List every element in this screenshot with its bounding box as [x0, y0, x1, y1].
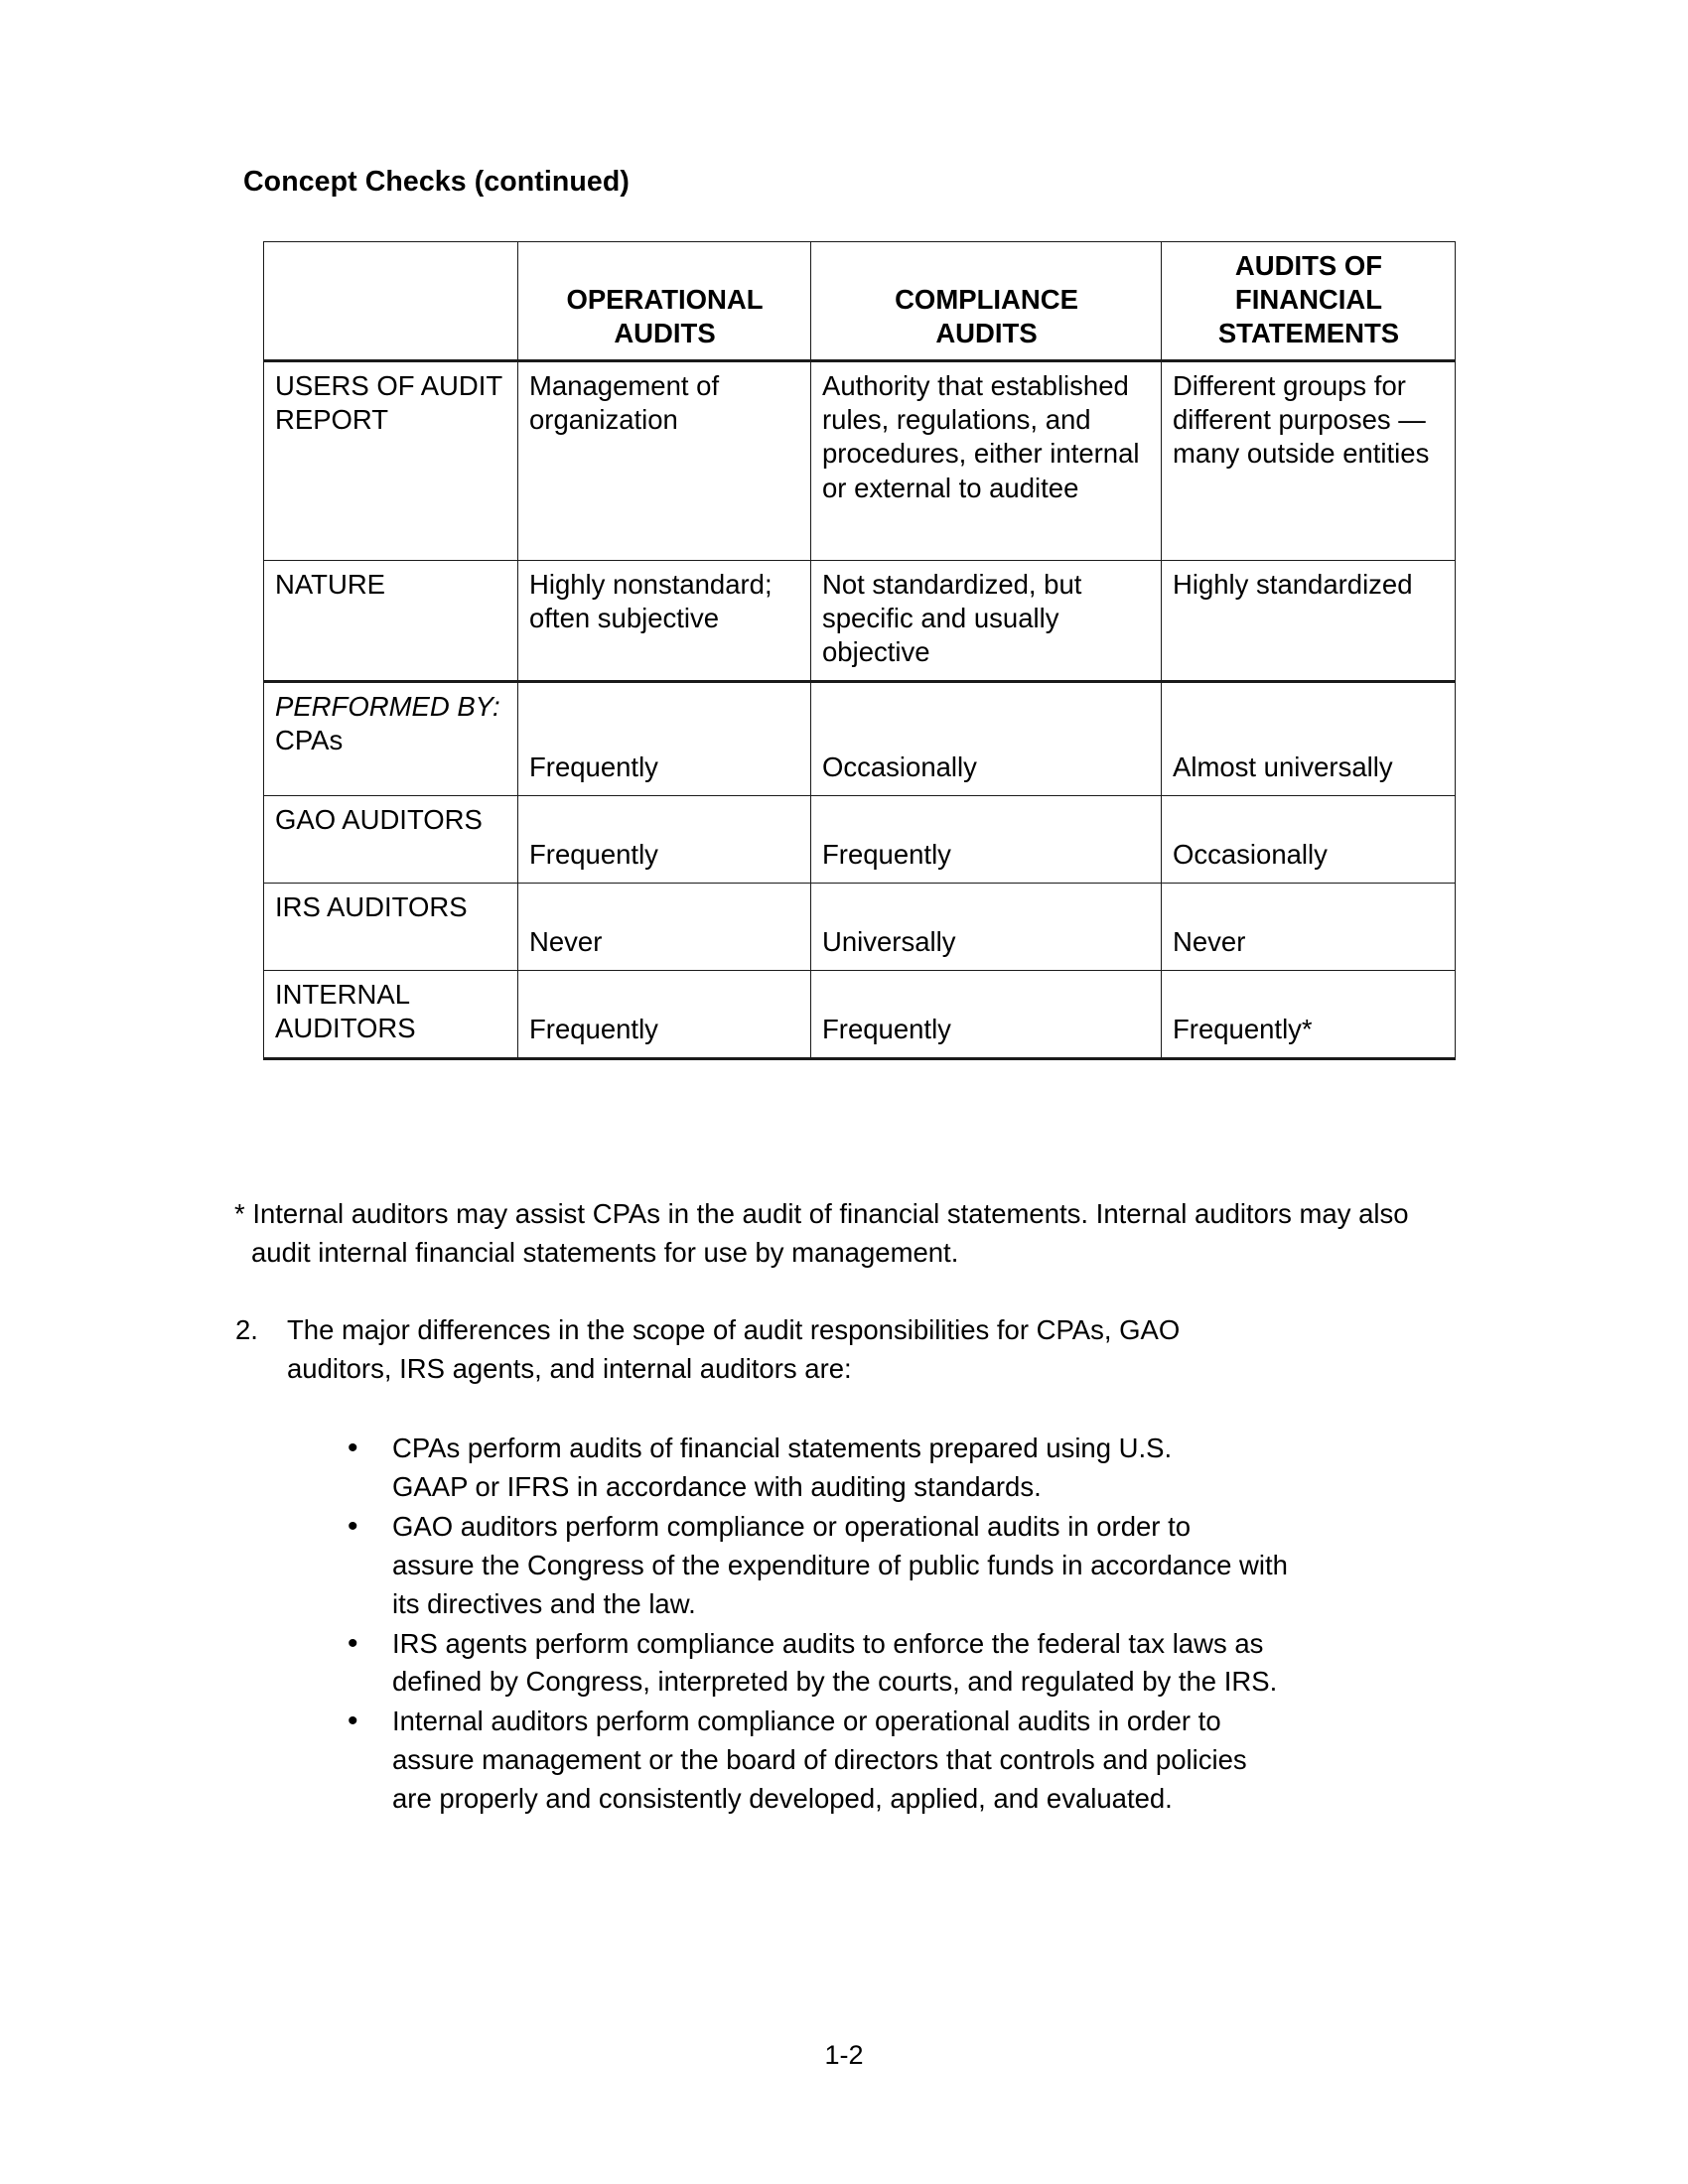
column-header-blank	[264, 242, 518, 361]
column-header-audits-of-financial-statements	[1162, 242, 1456, 361]
bullet-line-1: CPAs perform audits of financial statements prepared using U.S.	[392, 1433, 1173, 1463]
bullet-line-2: GAAP or IFRS in accordance with auditing standards.	[392, 1470, 1042, 1502]
cell-compliance: Frequently	[811, 795, 1162, 883]
header-line-2: AUDITS	[935, 318, 1038, 349]
audit-comparison-table	[263, 241, 1456, 1060]
bullet-line-2: assure the Congress of the expenditure of public funds in accordance with	[392, 1549, 1288, 1580]
table-header-row	[264, 242, 1456, 361]
item-body	[287, 1310, 1427, 1388]
cell-operational: Frequently	[518, 795, 811, 883]
numbered-item-2	[235, 1310, 1427, 1388]
item-number: 2.	[235, 1314, 258, 1345]
bullet-icon: •	[348, 1705, 358, 1738]
row-label	[264, 681, 518, 795]
bullet-icon: •	[348, 1432, 358, 1464]
bullet-line-3: its directives and the law.	[392, 1587, 696, 1619]
header-line-2: AUDITS	[614, 318, 716, 349]
header-line-1: COMPLIANCE	[895, 284, 1078, 316]
header-line-1: OPERATIONAL	[566, 284, 764, 316]
cell-financial: Occasionally	[1162, 795, 1456, 883]
table-footnote	[234, 1194, 1426, 1272]
item-line-2: auditors, IRS agents, and internal auditors are:	[287, 1353, 852, 1385]
cell-financial: Highly standardized	[1162, 561, 1456, 681]
performed-by-label: PERFORMED BY:	[275, 690, 500, 722]
cell-financial: Different groups for different purposes — many outside entities	[1162, 361, 1456, 561]
bullet-line-1: GAO auditors perform compliance or operational audits in order to	[392, 1510, 1192, 1542]
bullet-line-3: are properly and consistently developed, applied, and evaluated.	[392, 1783, 1173, 1815]
cell-compliance: Occasionally	[811, 681, 1162, 795]
header-line-3: STATEMENTS	[1217, 318, 1400, 349]
cell-operational: Frequently	[518, 970, 811, 1058]
table-row-gao-auditors	[264, 795, 1456, 883]
cell-operational: Highly nonstandard; often subjective	[518, 561, 811, 681]
cell-compliance: Authority that established rules, regulations, and procedures, either internal or external to auditee	[811, 361, 1162, 561]
footnote-text: * Internal auditors may assist CPAs in the audit of financial statements. Internal auditors may also audit internal financial statements for use by management.	[234, 1198, 1409, 1269]
table-row-irs-auditors	[264, 883, 1456, 970]
bullet-line-1: Internal auditors perform compliance or operational audits in order to	[392, 1706, 1221, 1737]
cell-financial: Almost universally	[1162, 681, 1456, 795]
bullet-line-2: defined by Congress, interpreted by the courts, and regulated by the IRS.	[392, 1666, 1278, 1698]
page-number: 1-2	[824, 2040, 864, 2070]
bullet-line-2: assure management or the board of directors that controls and policies	[392, 1744, 1247, 1776]
cell-financial: Frequently*	[1162, 970, 1456, 1058]
bullet-icon: •	[348, 1509, 358, 1543]
cell-operational: Never	[518, 883, 811, 970]
row-label: USERS OF AUDIT REPORT	[264, 361, 518, 561]
table-row-cpas	[264, 681, 1456, 795]
list-item	[338, 1430, 1425, 1507]
table-row-users-of-audit-report	[264, 361, 1456, 561]
list-item	[338, 1508, 1425, 1624]
row-label-cpas: CPAs	[275, 724, 344, 755]
cell-compliance: Universally	[811, 883, 1162, 970]
list-item	[338, 1625, 1425, 1703]
bullet-list	[338, 1430, 1425, 1820]
cell-compliance: Frequently	[811, 970, 1162, 1058]
table-row-internal-auditors	[264, 970, 1456, 1058]
bullet-line-1: IRS agents perform compliance audits to enforce the federal tax laws as	[392, 1627, 1264, 1659]
cell-compliance: Not standardized, but specific and usually objective	[811, 561, 1162, 681]
cell-operational: Management of organization	[518, 361, 811, 561]
cell-financial: Never	[1162, 883, 1456, 970]
header-line-1: AUDITS OF	[1234, 250, 1383, 281]
item-line-1: The major differences in the scope of audit responsibilities for CPAs, GAO	[287, 1314, 1181, 1345]
row-label: GAO AUDITORS	[264, 795, 518, 883]
cell-operational: Frequently	[518, 681, 811, 795]
row-label: INTERNAL AUDITORS	[264, 970, 518, 1058]
table-row-nature	[264, 561, 1456, 681]
row-label: IRS AUDITORS	[264, 883, 518, 970]
list-item	[338, 1703, 1425, 1819]
column-header-compliance-audits	[811, 242, 1162, 361]
row-label: NATURE	[264, 561, 518, 681]
bullet-icon: •	[348, 1626, 358, 1660]
column-header-operational-audits	[518, 242, 811, 361]
page-title: Concept Checks (continued)	[243, 166, 630, 198]
header-line-2: FINANCIAL	[1234, 284, 1383, 316]
